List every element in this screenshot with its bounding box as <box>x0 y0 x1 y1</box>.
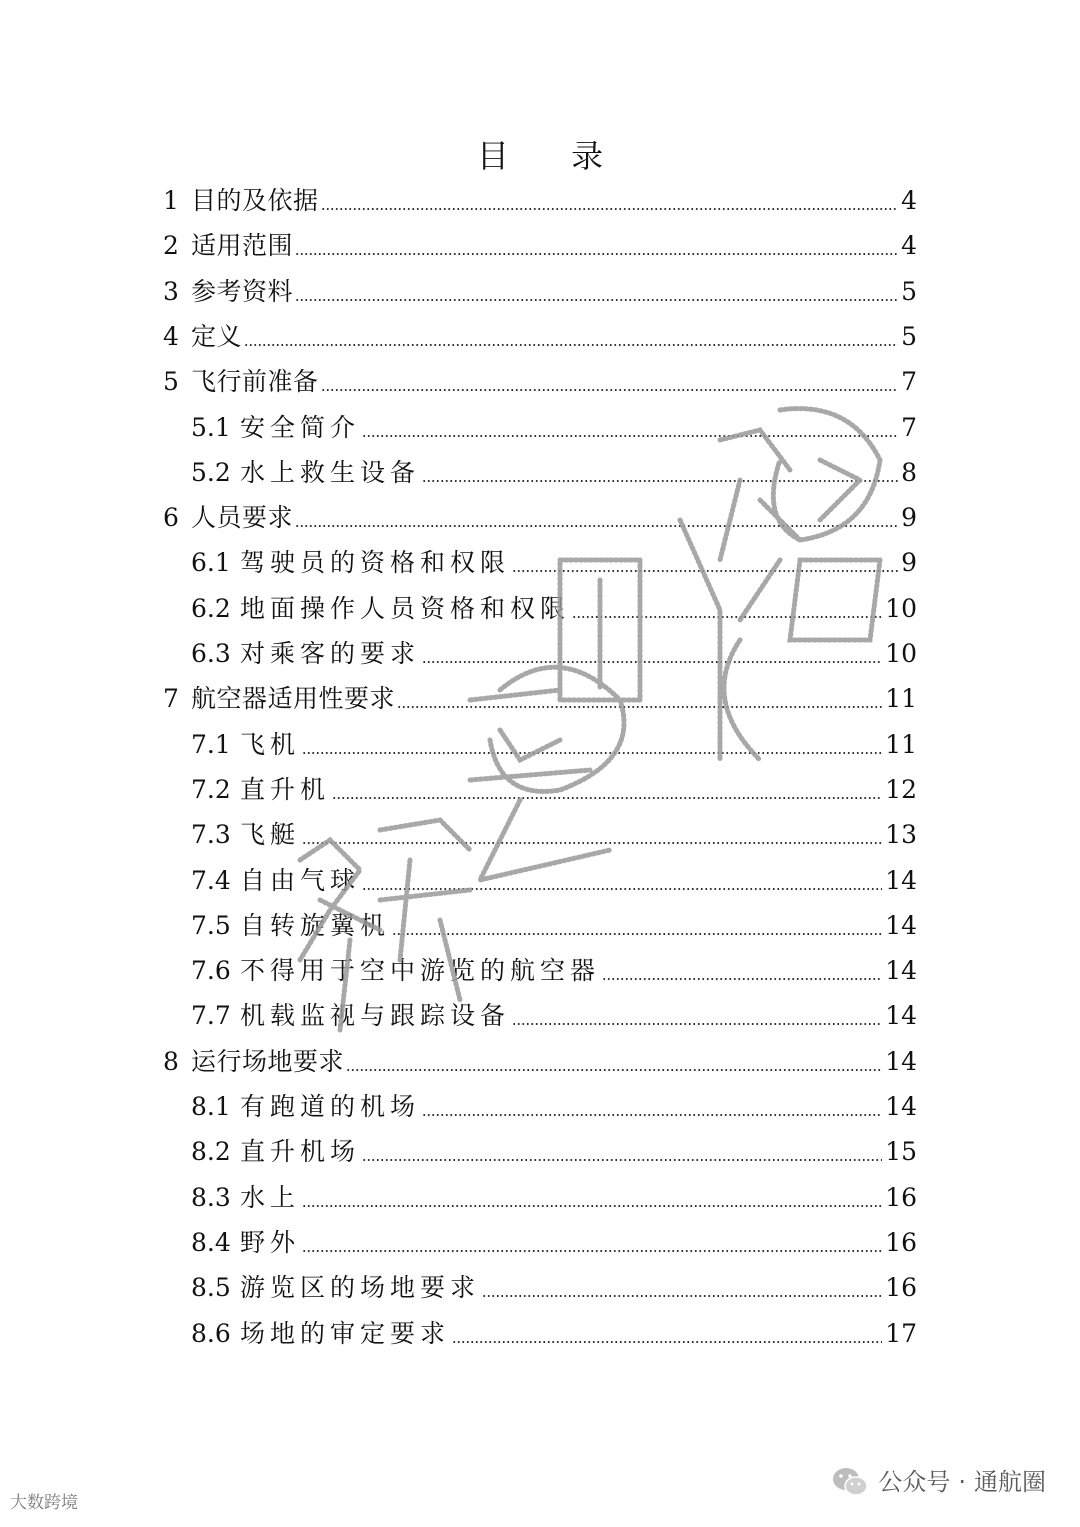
toc-entry-title: 对乘客的要求 <box>240 639 421 668</box>
toc-entry-number: 4 <box>163 321 179 351</box>
toc-entry[interactable] <box>191 634 917 674</box>
toc-entry-page: 14 <box>885 865 917 895</box>
toc-entry-page: 13 <box>885 820 917 850</box>
toc-entry-number: 5.2 <box>191 457 231 487</box>
toc-entry-number: 6.3 <box>191 639 231 668</box>
toc-entry[interactable] <box>191 725 917 765</box>
toc-entry[interactable] <box>191 951 917 991</box>
toc-entry-number: 7 <box>163 684 179 714</box>
toc-dot-leader <box>422 654 882 664</box>
toc-entry-page: 7 <box>901 412 917 442</box>
toc-entry-page: 9 <box>901 548 917 578</box>
toc-entry-title: 目的及依据 <box>191 186 319 215</box>
toc-entry-number: 1 <box>163 186 179 215</box>
toc-entry-title: 机载监视与跟踪设备 <box>240 1001 511 1031</box>
toc-entry-title: 驾驶员的资格和权限 <box>240 548 511 578</box>
toc-entry-page: 14 <box>885 910 917 940</box>
toc-dot-leader <box>321 382 899 392</box>
wechat-icon <box>830 1465 870 1499</box>
toc-entry-title: 水上救生设备 <box>240 457 421 487</box>
toc-entry[interactable] <box>191 906 917 946</box>
toc-entry-number: 7.2 <box>191 774 231 804</box>
toc-entry-number: 7.7 <box>191 1001 231 1031</box>
toc-entry[interactable] <box>191 1087 917 1127</box>
toc-entry-number: 6.1 <box>191 548 231 578</box>
toc-entry-number: 8 <box>163 1046 179 1076</box>
toc-entry-page: 5 <box>901 276 917 306</box>
toc-entry-number: 8.6 <box>191 1318 231 1348</box>
toc-entry-page: 14 <box>885 1001 917 1031</box>
toc-dot-leader <box>397 699 882 709</box>
toc-entry[interactable] <box>163 317 917 357</box>
footer-left-text: 大数跨境 <box>10 1493 78 1513</box>
toc-entry-page: 4 <box>901 186 917 215</box>
toc-dot-leader <box>302 1198 882 1208</box>
toc-entry-title: 水上 <box>240 1182 301 1212</box>
toc-entry-title: 直升机 <box>240 774 331 804</box>
toc-entry-page: 8 <box>901 457 917 487</box>
toc-dot-leader <box>392 926 882 936</box>
toc-entry[interactable] <box>191 543 917 583</box>
toc-entry[interactable] <box>163 679 917 719</box>
toc-entry-title: 定义 <box>191 321 243 351</box>
toc-entry-title: 飞艇 <box>240 820 301 850</box>
toc-entry[interactable] <box>191 1268 917 1308</box>
toc-entry-page: 7 <box>901 367 917 397</box>
toc-entry[interactable] <box>163 226 917 266</box>
toc-entry-number: 8.5 <box>191 1273 231 1303</box>
toc-entry-title: 飞机 <box>240 729 301 759</box>
toc-entry-title: 直升机场 <box>240 1137 361 1167</box>
toc-entry-number: 2 <box>163 231 179 261</box>
toc-dot-leader <box>362 881 882 891</box>
toc-entry-title: 地面操作人员资格和权限 <box>240 593 571 623</box>
footer-account-name: 通航圈 <box>974 1468 1046 1496</box>
toc-entry-number: 6.2 <box>191 593 231 623</box>
toc-dot-leader <box>295 246 898 256</box>
toc-entry[interactable] <box>191 453 917 493</box>
toc-entry-page: 12 <box>885 774 917 804</box>
toc-entry-number: 5 <box>163 367 179 397</box>
toc-entry-number: 7.4 <box>191 865 231 895</box>
toc-entry[interactable] <box>163 362 917 402</box>
toc-dot-leader <box>362 1152 882 1162</box>
toc-entry[interactable] <box>191 1178 917 1218</box>
toc-entry-title: 飞行前准备 <box>191 367 319 397</box>
toc-entry-title: 有跑道的机场 <box>240 1092 421 1121</box>
toc-entry[interactable] <box>191 770 917 810</box>
toc-entry-number: 8.3 <box>191 1182 231 1212</box>
toc-dot-leader <box>602 971 882 981</box>
toc-entry-page: 16 <box>885 1273 917 1303</box>
toc-entry-number: 7.1 <box>191 729 231 759</box>
toc-entry-page: 5 <box>901 321 917 351</box>
toc-dot-leader <box>302 835 882 845</box>
toc-entry-title: 自转旋翼机 <box>240 910 391 940</box>
toc-entry-page: 14 <box>885 1046 917 1076</box>
toc-dot-leader <box>302 1243 882 1253</box>
toc-entry-number: 8.2 <box>191 1137 231 1167</box>
footer-account <box>830 1465 1046 1499</box>
toc-dot-leader <box>572 609 882 619</box>
toc-entry-title: 航空器适用性要求 <box>191 684 396 714</box>
toc-entry-page: 9 <box>901 503 917 533</box>
toc-entry[interactable] <box>163 181 917 221</box>
toc-entry[interactable] <box>191 1223 917 1263</box>
toc-entry-page: 16 <box>885 1227 917 1257</box>
toc-entry-title: 野外 <box>240 1227 301 1257</box>
toc-entry[interactable] <box>191 589 917 629</box>
toc-entry-number: 8.1 <box>191 1092 231 1121</box>
toc-dot-leader <box>512 563 898 573</box>
toc-entry-page: 10 <box>885 639 917 668</box>
toc-entry-number: 7.3 <box>191 820 231 850</box>
toc-entry-page: 14 <box>885 1092 917 1121</box>
toc-entry-page: 17 <box>885 1318 917 1348</box>
toc-dot-leader <box>321 201 899 211</box>
footer-left-watermark <box>10 1488 78 1518</box>
toc-dot-leader <box>332 790 882 800</box>
toc-dot-leader <box>422 1107 882 1117</box>
toc-entry[interactable] <box>191 1314 917 1354</box>
toc-entry[interactable] <box>191 408 917 448</box>
toc-entry-title: 人员要求 <box>191 503 294 533</box>
toc-entry-page: 14 <box>885 956 917 986</box>
toc-dot-leader <box>295 292 898 302</box>
toc-entry-title: 自由气球 <box>240 865 361 895</box>
toc-dot-leader <box>295 518 898 528</box>
toc-dot-leader <box>452 1334 882 1344</box>
toc-entry[interactable] <box>191 815 917 855</box>
toc-entry-title: 游览区的场地要求 <box>240 1273 481 1303</box>
toc-dot-leader <box>302 745 882 755</box>
toc-dot-leader <box>512 1016 882 1026</box>
toc-entry-title: 适用范围 <box>191 231 294 261</box>
toc-entry-number: 6 <box>163 503 179 533</box>
toc-entry-number: 5.1 <box>191 412 231 442</box>
toc-entry-page: 10 <box>885 593 917 623</box>
footer-separator: · <box>958 1468 966 1496</box>
toc-entry-title: 场地的审定要求 <box>240 1318 451 1348</box>
toc-entry[interactable] <box>163 272 917 312</box>
toc-entry[interactable] <box>163 1042 917 1082</box>
toc-entry-page: 15 <box>885 1137 917 1167</box>
toc-entry-page: 11 <box>885 684 917 714</box>
toc-dot-leader <box>362 428 898 438</box>
toc-entry-page: 16 <box>885 1182 917 1212</box>
toc-dot-leader <box>244 337 898 347</box>
toc-entry-title: 参考资料 <box>191 276 294 306</box>
toc-entry-number: 8.4 <box>191 1227 231 1257</box>
toc-entry-title: 运行场地要求 <box>191 1046 345 1076</box>
toc-entry-page: 11 <box>885 729 917 759</box>
toc-dot-leader <box>346 1062 882 1072</box>
toc-entry-title: 安全简介 <box>240 412 361 442</box>
toc-entry-title: 不得用于空中游览的航空器 <box>240 956 601 986</box>
toc-entry[interactable] <box>191 996 917 1036</box>
footer-account-label: 公众号 <box>878 1468 951 1496</box>
toc-dot-leader <box>482 1288 882 1298</box>
toc-entry-number: 7.5 <box>191 910 231 940</box>
toc-entry-number: 7.6 <box>191 956 231 986</box>
toc-entry[interactable] <box>191 861 917 901</box>
toc-entry[interactable] <box>163 498 917 538</box>
toc-entry-number: 3 <box>163 276 179 306</box>
toc-entry-page: 4 <box>901 231 917 261</box>
toc-dot-leader <box>422 473 898 483</box>
toc-title: 目 录 <box>476 137 630 175</box>
toc-entry[interactable] <box>191 1132 917 1172</box>
